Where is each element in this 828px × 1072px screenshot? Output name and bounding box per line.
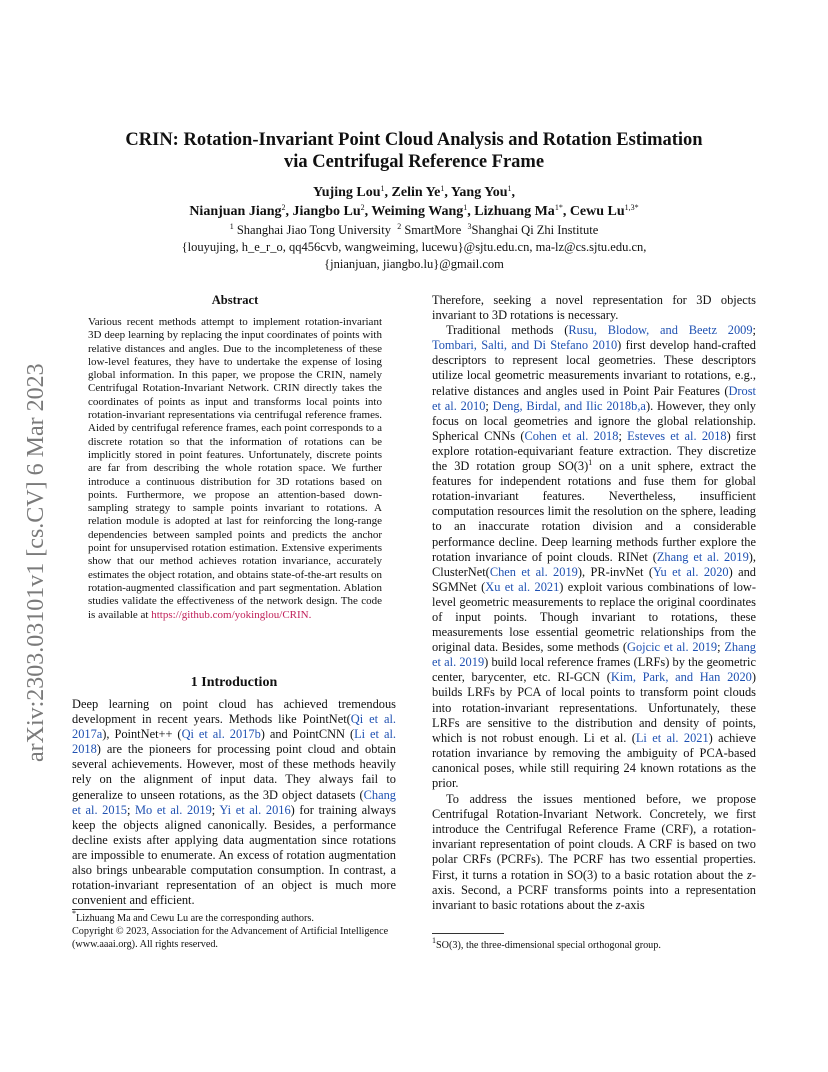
citation-link[interactable]: Xu et al. 2021 (485, 579, 560, 594)
text-run: ), ClusterNet( (432, 549, 756, 579)
intro-paragraph (72, 697, 396, 908)
text-run: ), PointNet++ ( (102, 727, 182, 742)
right-column (432, 293, 756, 913)
text-run: ; (717, 640, 725, 655)
text-run: ). However, they only focus on local geometries and ignore the global relationship. Spherical CNNs ( (432, 398, 756, 443)
author-name: Lizhuang Ma (474, 203, 555, 219)
title-line-1: CRIN: Rotation-Invariant Point Cloud Analysis and Rotation Estimation (125, 130, 703, 150)
text-run: ) builds LRFs by PCA of local points to transform point clouds into rotation-invariant representations. Unfortunately, these LRFs are sensitive to the distribution and density of points, which is not robust enough. Li et al. ( (432, 670, 756, 745)
citation-link[interactable]: Drost et al. 2010 (432, 383, 756, 413)
section-heading-introduction: 1 Introduction (190, 675, 278, 690)
affiliation-name: Shanghai Qi Zhi Institute (471, 223, 599, 237)
so3-footnote (432, 936, 756, 952)
footnotes-left (72, 909, 396, 951)
math-variable: z (615, 897, 621, 912)
citation-link[interactable]: Yi et al. 2016 (219, 802, 291, 817)
author-affiliation-mark: 1 (440, 184, 445, 193)
footnote-mark: * (72, 909, 76, 918)
author-name: Nianjuan Jiang (189, 203, 282, 219)
text-run: Lizhuang Ma and Cewu Lu are the corresponding authors. (76, 913, 314, 924)
author-name: Yang You (450, 185, 508, 200)
paper-title (72, 129, 756, 173)
citation-link[interactable]: Rusu, Blodow, and Beetz 2009 (568, 323, 753, 338)
author-emails-1: {louyujing, h_e_r_o, qq456cvb, wangweiming, lucewu}@sjtu.edu.cn, ma-lz@cs.sjtu.edu.cn, (181, 240, 647, 254)
author-name: Zelin Ye (391, 185, 441, 200)
author-name: Jiangbo Lu (292, 203, 361, 219)
text-run: Traditional methods ( (446, 323, 569, 338)
intro-paragraph (432, 323, 756, 791)
footnote-rule (432, 933, 504, 934)
text-run: ) and PointCNN ( (260, 727, 355, 742)
math-variable: z (747, 867, 752, 882)
text-run: ) build local reference frames (LRFs) by the geometric center, barycenter, etc. RI-GCN ( (432, 655, 756, 685)
text-run: ) exploit various combinations of low-level geometric measurements to replace the original coordinates of input points. Though invariant to rotations, these measurements lose essential geometric relationships from the original data. Besides, some methods ( (432, 579, 756, 655)
text-run: To address the issues mentioned before, we propose Centrifugal Rotation-Invariant Network. Concretely, we first introduce the Centrifugal Reference Frame (CRF), a rotation-invariant representation of point clouds. A CRF is based on two polar CRFs (PCRFs). The PCRF has two essential properties. First, it turns a rotation in SO(3) to a basic rotation about the (432, 792, 756, 882)
author-affiliation-mark: 1* (554, 202, 563, 212)
corresponding-author-footnote (72, 909, 396, 925)
footnote-mark: 1 (432, 936, 436, 945)
text-run: ; (485, 398, 493, 413)
text-run: ; (126, 802, 136, 817)
author-affiliation-mark: 1,3* (624, 202, 639, 212)
author-name: Yujing Lou (312, 185, 381, 200)
citation-link[interactable]: Li et al. 2018 (72, 727, 396, 757)
text-run: ) first explore rotation-equivariant feature extraction. They discretize the 3D rotation group SO(3) (432, 428, 757, 474)
text-run: ) and SGMNet ( (432, 564, 756, 594)
citation-link[interactable]: Esteves et al. 2018 (627, 428, 727, 443)
left-column (72, 697, 396, 908)
citation-link[interactable]: Tombari, Salti, and Di Stefano 2010 (432, 338, 618, 353)
copyright-notice: Copyright © 2023, Association for the Advancement of Artificial Intelligence (www.aaai.org). All rights reserved. (72, 926, 389, 950)
citation-link[interactable]: Zhang et al. 2019 (432, 640, 756, 670)
text-run: SO(3), the three-dimensional special orthogonal group. (436, 940, 661, 951)
abstract-heading: Abstract (211, 293, 259, 307)
affiliation-mark: 1 (229, 222, 234, 231)
text-run: -axis. Second, a PCRF transforms points into a representation invariant to basic rotations about the (432, 867, 756, 912)
author-name: Cewu Lu (569, 203, 625, 219)
citation-link[interactable]: Deng, Birdal, and Ilic 2018b,a (492, 398, 646, 413)
intro-paragraph: Therefore, seeking a novel representation for 3D objects invariant to 3D rotations is necessary. (432, 293, 756, 323)
affiliation-mark: 3 (467, 222, 472, 231)
citation-link[interactable]: Li et al. 2021 (635, 730, 709, 745)
abstract-text (88, 316, 382, 622)
text-run: ) are the pioneers for processing point cloud and obtain several achievements. However, most of these methods heavily rely on the alignment of input data. They always fail to generalize to unseen rotations, as the 3D object datasets ( (72, 742, 396, 802)
author-name: Weiming Wang (371, 203, 464, 219)
citation-link[interactable]: Qi et al. 2017b (181, 727, 261, 742)
affiliation-mark: 2 (397, 222, 402, 231)
citation-link[interactable]: Qi et al. 2017a (72, 712, 396, 742)
code-link[interactable]: https://github.com/yokinglou/CRIN. (151, 608, 312, 621)
citation-link[interactable]: Chen et al. 2019 (489, 564, 578, 579)
author-emails-2: {jnianjuan, jiangbo.lu}@gmail.com (324, 257, 504, 271)
text-run: on a unit sphere, extract the features for independent rotations and fuse them for global rotation-invariant features. Nevertheless, insufficient computation resources limit the resolution on the sphere, leading to an inaccurate rotation division and a considerable performance decline. Deep learning methods further explore the rotation invariance of point clouds. RINet ( (432, 459, 757, 564)
text-run: -axis (620, 897, 645, 912)
affiliations (72, 222, 756, 273)
citation-link[interactable]: Gojcic et al. 2019 (627, 640, 718, 655)
citation-link[interactable]: Chang et al. 2015 (72, 787, 396, 817)
author-affiliation-mark: 2 (281, 202, 286, 212)
footnote-rule (72, 909, 144, 910)
affiliation-name: SmartMore (404, 223, 462, 237)
text-run: ) for training always keep the objects aligned canonically. Besides, a performance decline exists after applying data augmentation since rotations are impossible to enumerate. An excess of rotation augmentation also brings unbearable computation consumption. In contrast, a rotation-invariant representation of an object is much more convenient and efficient. (72, 802, 396, 908)
intro-paragraph (432, 792, 756, 913)
text-run: ; (618, 428, 628, 443)
citation-link[interactable]: Zhang et al. 2019 (656, 549, 749, 564)
text-run: ) achieve rotation invariance by removing the ambiguity of PCA-based canonical poses, while still requiring 24 known rotations as the prior. (432, 730, 756, 790)
abstract-body: Various recent methods attempt to implement rotation-invariant 3D deep learning by replacing the input coordinates of points with relative distances and angles. Due to the incompleteness of these low-level features, they have to undertake the expense of losing global information. In this paper, we propose the CRIN, namely Centrifugal Rotation-Invariant Network. CRIN directly takes the coordinates of points as input and transforms local points into rotation-invariant representations via centrifugal reference frames. Aided by centrifugal reference frames, each point corresponds to a discrete rotation so that the information of rotations can be implicitly stored in point features. Unfortunately, discrete points are far from describing the whole rotation space. We further introduce a continuous distribution for 3D rotations based on points. Furthermore, we propose an attention-based down-sampling strategy to sample points invariant to rotations. A relation module is adopted at last for reinforcing the long-range dependencies between sampled points and predicts the anchor point for unsupervised rotation estimation. Extensive experiments show that our method achieves rotation invariance, accurately estimates the object rotation, and obtains state-of-the-art results on rotation-augmented classification and part segmentation. Ablation studies validate the effectiveness of the network design. The code is available at (88, 316, 382, 621)
author-affiliation-mark: 1 (507, 184, 512, 193)
title-line-2: via Centrifugal Reference Frame (283, 152, 545, 172)
text-run: Deep learning on point cloud has achieved tremendous development in recent years. Methods like PointNet( (72, 697, 396, 727)
author-affiliation-mark: 2 (360, 202, 365, 212)
citation-link[interactable]: Yu et al. 2020 (652, 564, 729, 579)
text-run: ) first develop hand-crafted descriptors to represent local geometries. These descriptors utilize local geometric measurements invariant to rotations, e.g., relative distances and angles used in Point Pair Features ( (432, 338, 757, 398)
citation-link[interactable]: Mo et al. 2019 (135, 802, 212, 817)
citation-link[interactable]: Kim, Park, and Han 2020 (610, 670, 752, 685)
affiliation-name: Shanghai Jiao Tong University (236, 223, 391, 237)
author-affiliation-mark: 1 (463, 202, 468, 212)
arxiv-identifier: arXiv:2303.03101v1 [cs.CV] 6 Mar 2023 (23, 363, 49, 762)
text-run: ; (211, 802, 220, 817)
citation-link[interactable]: Cohen et al. 2018 (524, 428, 619, 443)
author-list: Yujing Lou$^1$, Zelin Ye$^1$, Yang You$^1$, Nianjuan Jiang$^2$, Jiangbo Lu$^2$, Weiming Wang$^1$, Lizhuang $Ma^{1*}$, Cewu $Lu^{1,3*}$ (189, 184, 639, 219)
author-affiliation-mark: 1 (380, 184, 385, 193)
footnote-mark: 1 (588, 458, 593, 468)
text-run: ; (752, 323, 756, 338)
text-run: ), PR-invNet ( (577, 564, 653, 579)
